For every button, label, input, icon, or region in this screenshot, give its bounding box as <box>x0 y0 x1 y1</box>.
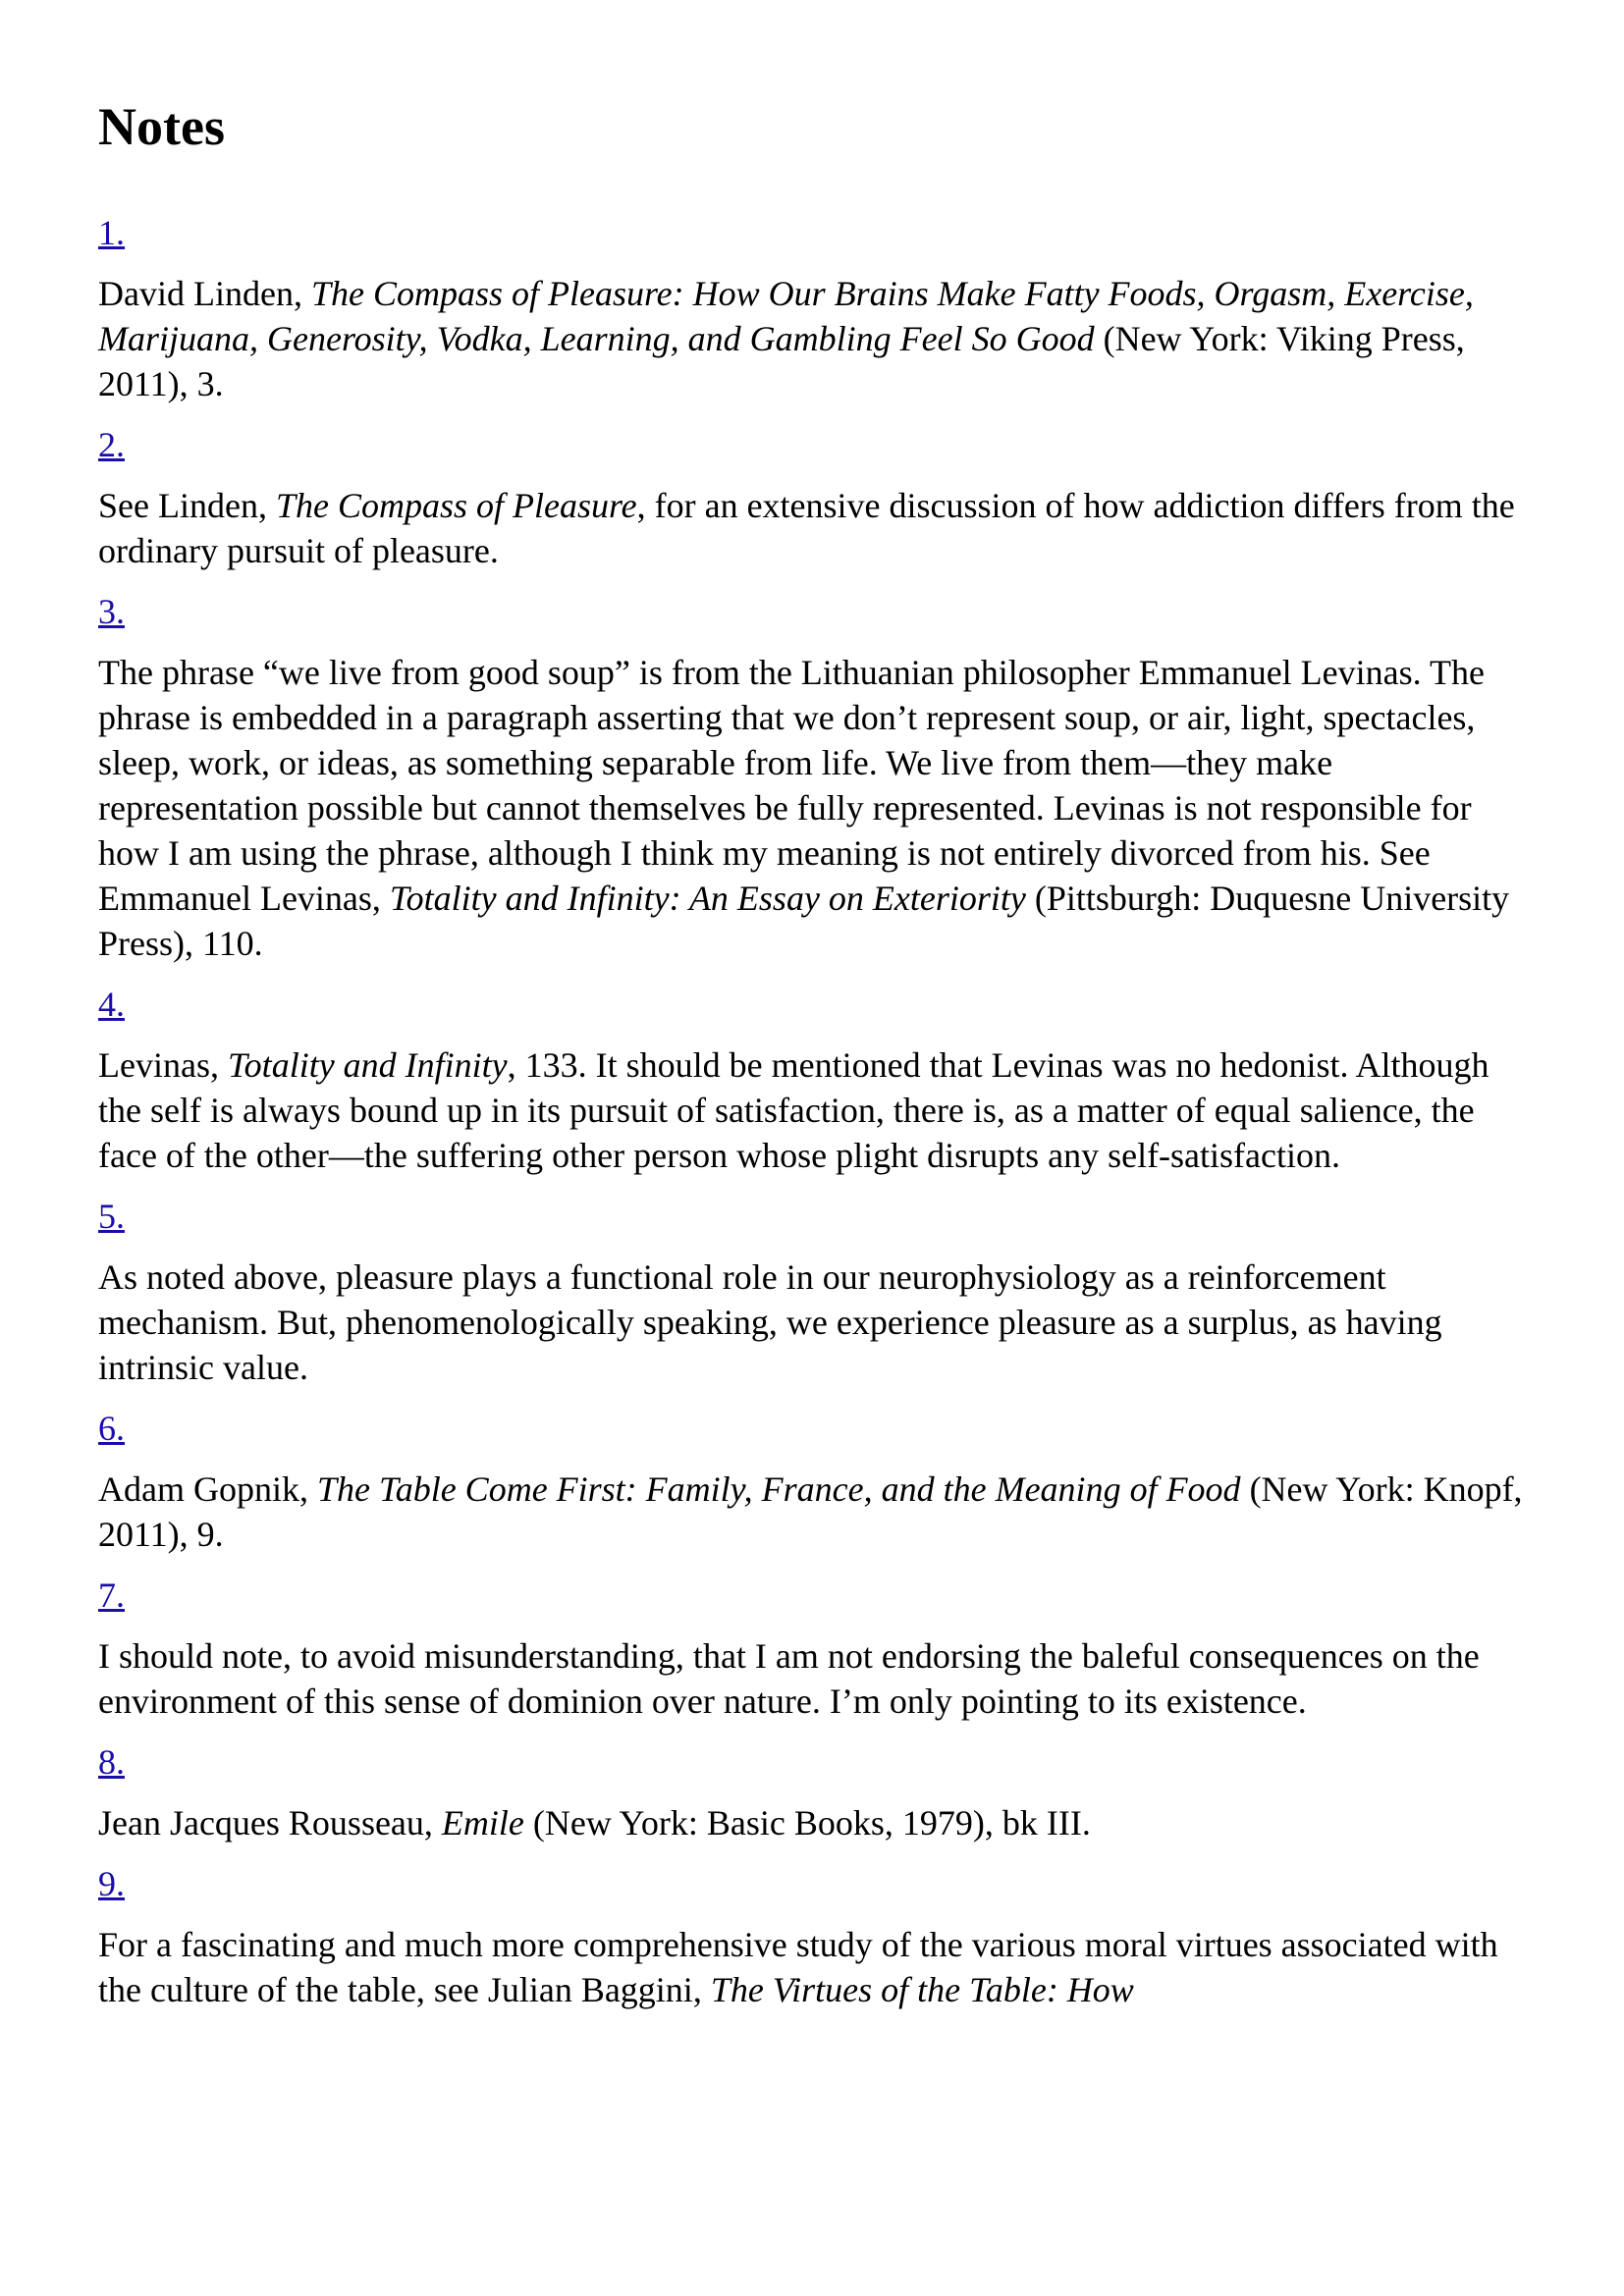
note-text-segment: Levinas, <box>98 1045 228 1085</box>
note-item <box>98 210 1530 406</box>
note-text-segment: Jean Jacques Rousseau, <box>98 1803 442 1842</box>
note-title-italic: Totality and Infinity <box>227 1045 508 1085</box>
note-item <box>98 1739 1530 1845</box>
note-text-segment: As noted above, pleasure plays a functional role in our neurophysiology as a reinforcement mechanism. But, phenomenologically speaking, we experience pleasure as a surplus, as having intrinsic value. <box>98 1257 1442 1387</box>
note-text-segment: Adam Gopnik, <box>98 1469 317 1509</box>
note-text <box>98 1800 1532 1845</box>
note-title-italic: The Table Come First: Family, France, and the Meaning of Food <box>316 1469 1241 1509</box>
note-title-italic: The Virtues of the Table: How <box>710 1970 1134 2009</box>
note-text-segment: The phrase “we live from good soup” is from the Lithuanian philosopher Emmanuel Levinas. The phrase is embedded in a paragraph asserting that we don’t represent soup, or air, light, spectacles, sleep, work, or ideas, as something separable from life. We live from them—they make representation possible but cannot themselves be fully represented. Levinas is not responsible for how I am using the phrase, although I think my meaning is not entirely divorced from his. See Emmanuel Levinas, <box>98 653 1485 918</box>
note-text <box>98 1633 1532 1724</box>
page-title: Notes <box>98 97 225 156</box>
note-item <box>98 982 1530 1178</box>
note-text-segment: (New York: Knopf, 2011), 9. <box>98 1469 1523 1554</box>
note-item <box>98 1194 1530 1390</box>
note-number-link[interactable]: 4. <box>98 985 125 1024</box>
note-text-segment: (Pittsburgh: Duquesne University Press), 110. <box>98 879 1510 963</box>
note-number-link[interactable]: 8. <box>98 1742 125 1782</box>
note-number-link[interactable]: 3. <box>98 592 125 631</box>
note-text <box>98 1042 1532 1178</box>
note-text-segment: David Linden, <box>98 274 311 313</box>
note-text-segment: See Linden, <box>98 486 276 525</box>
note-item <box>98 1861 1530 2012</box>
note-number-link[interactable]: 9. <box>98 1864 125 1903</box>
note-text <box>98 1467 1532 1557</box>
note-text <box>98 1922 1532 2012</box>
notes-list <box>98 210 1530 2012</box>
note-text-segment: For a fascinating and much more comprehensive study of the various moral virtues associated with the culture of the table, see Julian Baggini, <box>98 1925 1498 2009</box>
note-text <box>98 483 1532 573</box>
note-text <box>98 1255 1532 1390</box>
note-number-link[interactable]: 7. <box>98 1575 125 1615</box>
note-title-italic: The Compass of Pleasure: How Our Brains Make Fatty Foods, Orgasm, Exercise, Marijuana, Generosity, Vodka, Learning, and Gambling Feel So Good <box>98 274 1474 358</box>
note-text-segment: I should note, to avoid misunderstanding, that I am not endorsing the baleful consequences on the environment of this sense of dominion over nature. I’m only pointing to its existence. <box>98 1636 1480 1721</box>
note-number-link[interactable]: 1. <box>98 213 125 252</box>
note-number-link[interactable]: 5. <box>98 1197 125 1236</box>
note-number-link[interactable]: 2. <box>98 425 125 464</box>
note-title-italic: Emile <box>441 1803 524 1842</box>
note-text-segment: , 133. It should be mentioned that Levinas was no hedonist. Although the self is always bound up in its pursuit of satisfaction, there is, as a matter of equal salience, the face of the other—the suffering other person whose plight disrupts any self-satisfaction. <box>98 1045 1489 1175</box>
note-item <box>98 589 1530 966</box>
note-item <box>98 1406 1530 1557</box>
note-item <box>98 1573 1530 1724</box>
note-number-link[interactable]: 6. <box>98 1409 125 1448</box>
note-item <box>98 422 1530 573</box>
note-text <box>98 650 1532 966</box>
note-text-segment: , for an extensive discussion of how addiction differs from the ordinary pursuit of pleasure. <box>98 486 1515 570</box>
note-text <box>98 271 1532 406</box>
note-title-italic: Totality and Infinity: An Essay on Exteriority <box>389 879 1026 918</box>
note-text-segment: (New York: Basic Books, 1979), bk III. <box>523 1803 1091 1842</box>
note-text-segment: (New York: Viking Press, 2011), 3. <box>98 319 1465 403</box>
note-title-italic: The Compass of Pleasure <box>275 486 637 525</box>
